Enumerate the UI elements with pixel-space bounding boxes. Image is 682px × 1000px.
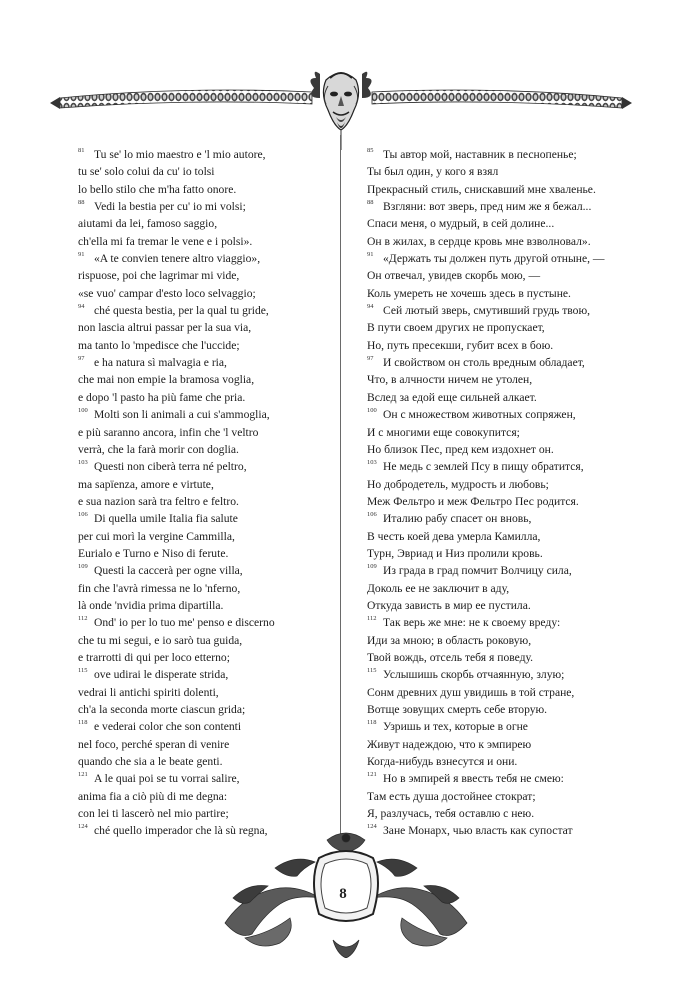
verse-line: non lascia altrui passar per la sua via, [78,321,252,335]
verse-line: Из града в град помчит Волчицу сила, [383,564,572,578]
verse-line: «se vuo' campar d'esto loco selvaggio; [78,286,256,300]
verse-line: Molti son li animali a cui s'ammoglia, [94,408,270,422]
line-number: 88 [367,199,374,207]
stanza [367,666,627,718]
line-number: 100 [78,407,88,415]
verse-line: ch'a la seconda morte ciascun grida; [78,703,246,716]
verse-line: Вслед за едой еще сильней алкает. [367,390,537,404]
verse-line: rispuose, poi che lagrimar mi vide, [78,269,240,283]
verse-line: A le quai poi se tu vorrai salire, [94,772,240,786]
verse-line: ove udirai le disperate strida, [94,668,229,682]
verse-line: Услышишь скорбь отчаянную, злую; [383,668,565,682]
line-number: 109 [78,563,88,571]
verse-line: В пути своем других не пропускает, [367,321,545,335]
line-number: 106 [367,511,377,519]
stanza [78,406,333,458]
stanza [78,354,333,406]
stanza [367,250,627,302]
stanza [367,614,627,666]
line-number: 97 [78,355,85,363]
line-number: 91 [367,251,374,259]
verse-line: Так верь же мне: не к своему вреду: [383,616,561,630]
verse-line: Но добродетель, мудрость и любовь; [367,477,549,491]
verse-line: ché questa bestia, per la qual tu gride, [94,304,269,318]
verse-line: con lei ti lascerò nel mio partire; [78,807,229,821]
stanza [367,458,627,510]
verse-line: Взгляни: вот зверь, пред ним же я бежал... [383,200,592,214]
verse-line: Италию рабу спасет он вновь, [383,512,532,526]
verse-line: aiutami da lei, famoso saggio, [78,217,218,231]
verse-line: Откуда зависть в мир ее пустила. [367,598,531,612]
verse-line: Questi la caccerà per ogne villa, [94,564,243,578]
verse-line: e ha natura sì malvagia e ria, [94,356,227,370]
italian-column [78,146,333,840]
stanza [78,146,333,198]
stanza [367,302,627,354]
verse-line: Турн, Эвриад и Низ пролили кровь. [367,546,543,560]
mask-icon [310,72,371,130]
stanza [78,562,333,614]
verse-line: nel foco, perché speran di venire [78,737,230,751]
line-number: 121 [367,771,377,779]
russian-column [367,146,627,840]
verse-line: che mai non empie la bramosa voglia, [78,373,255,387]
verse-line: e trarrotti di qui per loco etterno; [78,650,230,664]
verse-line: ché quello imperador che là sù regna, [94,824,268,838]
verse-line: Di quella umile Italia fia salute [94,512,238,526]
verse-line: Вотще зовущих смерть себе вторую. [367,703,548,716]
verse-line: Меж Фельтро и меж Фельтро Пес родится. [367,494,579,508]
verse-line: Сей лютый зверь, смутивший грудь твою, [383,304,591,318]
verse-line: verrà, che la farà morir con doglia. [78,442,239,456]
verse-line: Спаси меня, о мудрый, в сей долине... [367,217,555,231]
verse-line: Узришь и тех, которые в огне [383,720,528,734]
stanza [367,770,627,822]
verse-line: Сонм древних душ увидишь в той стране, [367,685,575,699]
verse-line: Он отвечал, увидев скорбь мою, — [367,269,541,283]
line-number: 81 [78,147,85,154]
verse-line: Но, путь пресекши, губит всех в бою. [367,338,554,352]
stanza [367,718,627,770]
verse-line: Ты был один, у кого я взял [367,165,499,179]
verse-line: В честь коей дева умерла Камилла, [367,529,541,543]
verse-line: Ond' io per lo tuo me' penso e discerno [94,616,275,630]
stanza [367,406,627,458]
verse-line: Там есть душа достойнее стократ; [367,789,536,803]
verse-line: Твой вождь, отсель тебя я поведу. [367,650,534,664]
verse-line: vedrai li antichi spiriti dolenti, [78,685,219,699]
verse-line: e dopo 'l pasto ha più fame che pria. [78,390,246,404]
verse-line: Но близок Пес, пред кем издохнет он. [367,442,554,456]
verse-line: Questi non ciberà terra né peltro, [94,460,247,474]
verse-line: Tu se' lo mio maestro e 'l mio autore, [94,148,266,161]
stanza [367,510,627,562]
verse-line: fin che l'avrà rimessa ne lo 'nferno, [78,581,241,595]
line-number: 109 [367,563,377,571]
verse-line: «A te convien tenere altro viaggio», [94,252,261,266]
verse-line: Я, разлучась, тебя оставлю с нею. [367,807,535,821]
stanza [78,458,333,510]
verse-line: e sua nazion sarà tra feltro e feltro. [78,494,239,508]
verse-line: anima fia a ciò più di me degna: [78,789,228,803]
stanza [78,510,333,562]
verse-line: ma tanto lo 'mpedisce che l'uccide; [78,338,240,352]
stanza [367,198,627,250]
line-number: 103 [367,459,377,467]
verse-line: «Держать ты должен путь другой отныне, — [383,252,605,266]
verse-line: Vedi la bestia per cu' io mi volsi; [94,200,246,214]
line-number: 91 [78,251,85,259]
header-garland-ornament [0,62,682,152]
stanza [78,718,333,770]
verse-line: per cui morì la vergine Cammilla, [78,529,235,543]
verse-line: lo bello stilo che m'ha fatto onore. [78,182,237,196]
line-number: 115 [367,667,377,675]
verse-line: e più saranno ancora, infin che 'l veltro [78,425,259,439]
stanza [78,614,333,666]
column-divider [340,135,341,840]
line-number: 103 [78,459,88,467]
line-number: 106 [78,511,88,519]
verse-line: Не медь с землей Псу в пищу обратится, [383,460,584,474]
verse-line: Что, в алчности ничем не утолен, [367,373,533,387]
verse-line: Коль умереть не хочешь здесь в пустыне. [367,286,571,300]
verse-line: Он в жилах, в сердце кровь мне взволновал». [367,234,591,248]
line-number: 118 [78,719,88,727]
line-number: 118 [367,719,377,727]
line-number: 124 [367,823,377,831]
stanza [367,354,627,406]
stanza [367,146,627,198]
stanza [78,770,333,822]
line-number: 94 [78,303,85,311]
verse-line: Но в эмпирей я ввесть тебя не смею: [383,772,564,786]
verse-line: Доколь ее не заключит в аду, [367,581,510,595]
verse-line: Иди за мною; в область роковую, [367,633,532,647]
page-number: 8 [339,886,347,902]
verse-line: Ты автор мой, наставник в песнопенье; [383,148,577,161]
line-number: 100 [367,407,377,415]
line-number: 97 [367,355,374,363]
verse-line: che tu mi segui, e io sarò tua guida, [78,633,243,647]
verse-line: Когда-нибудь взнесутся и они. [367,755,518,769]
line-number: 124 [78,823,88,831]
stanza [78,302,333,354]
verse-line: Eurialo e Turno e Niso di ferute. [78,546,229,560]
line-number: 88 [78,199,85,207]
line-number: 115 [78,667,88,675]
line-number: 94 [367,303,374,311]
stanza [78,250,333,302]
stanza [367,562,627,614]
verse-line: Прекрасный стиль, снискавший мне хваленье. [367,182,596,196]
verse-line: Он с множеством животных сопряжен, [383,408,576,422]
verse-line: tu se' solo colui da cu' io tolsi [78,165,215,179]
verse-line: И свойством он столь вредным обладает, [383,356,585,370]
stanza [78,666,333,718]
line-number: 85 [367,147,374,154]
verse-line: Зане Монарх, чью власть как супостат [383,824,573,838]
verse-line: e vederai color che son contenti [94,720,242,734]
verse-line: Живут надеждою, что к эмпирею [367,737,532,751]
verse-line: ch'ella mi fa tremar le vene e i polsi». [78,234,253,248]
verse-line: ma sapïenza, amore e virtute, [78,477,214,491]
line-number: 112 [78,615,88,623]
line-number: 112 [367,615,377,623]
verse-line: quando che sia a le beate genti. [78,755,223,769]
verse-line: И с многими еще совокупится; [367,425,520,439]
verse-line: là onde 'nvidia prima dipartilla. [78,598,224,612]
line-number: 121 [78,771,88,779]
stanza [78,198,333,250]
